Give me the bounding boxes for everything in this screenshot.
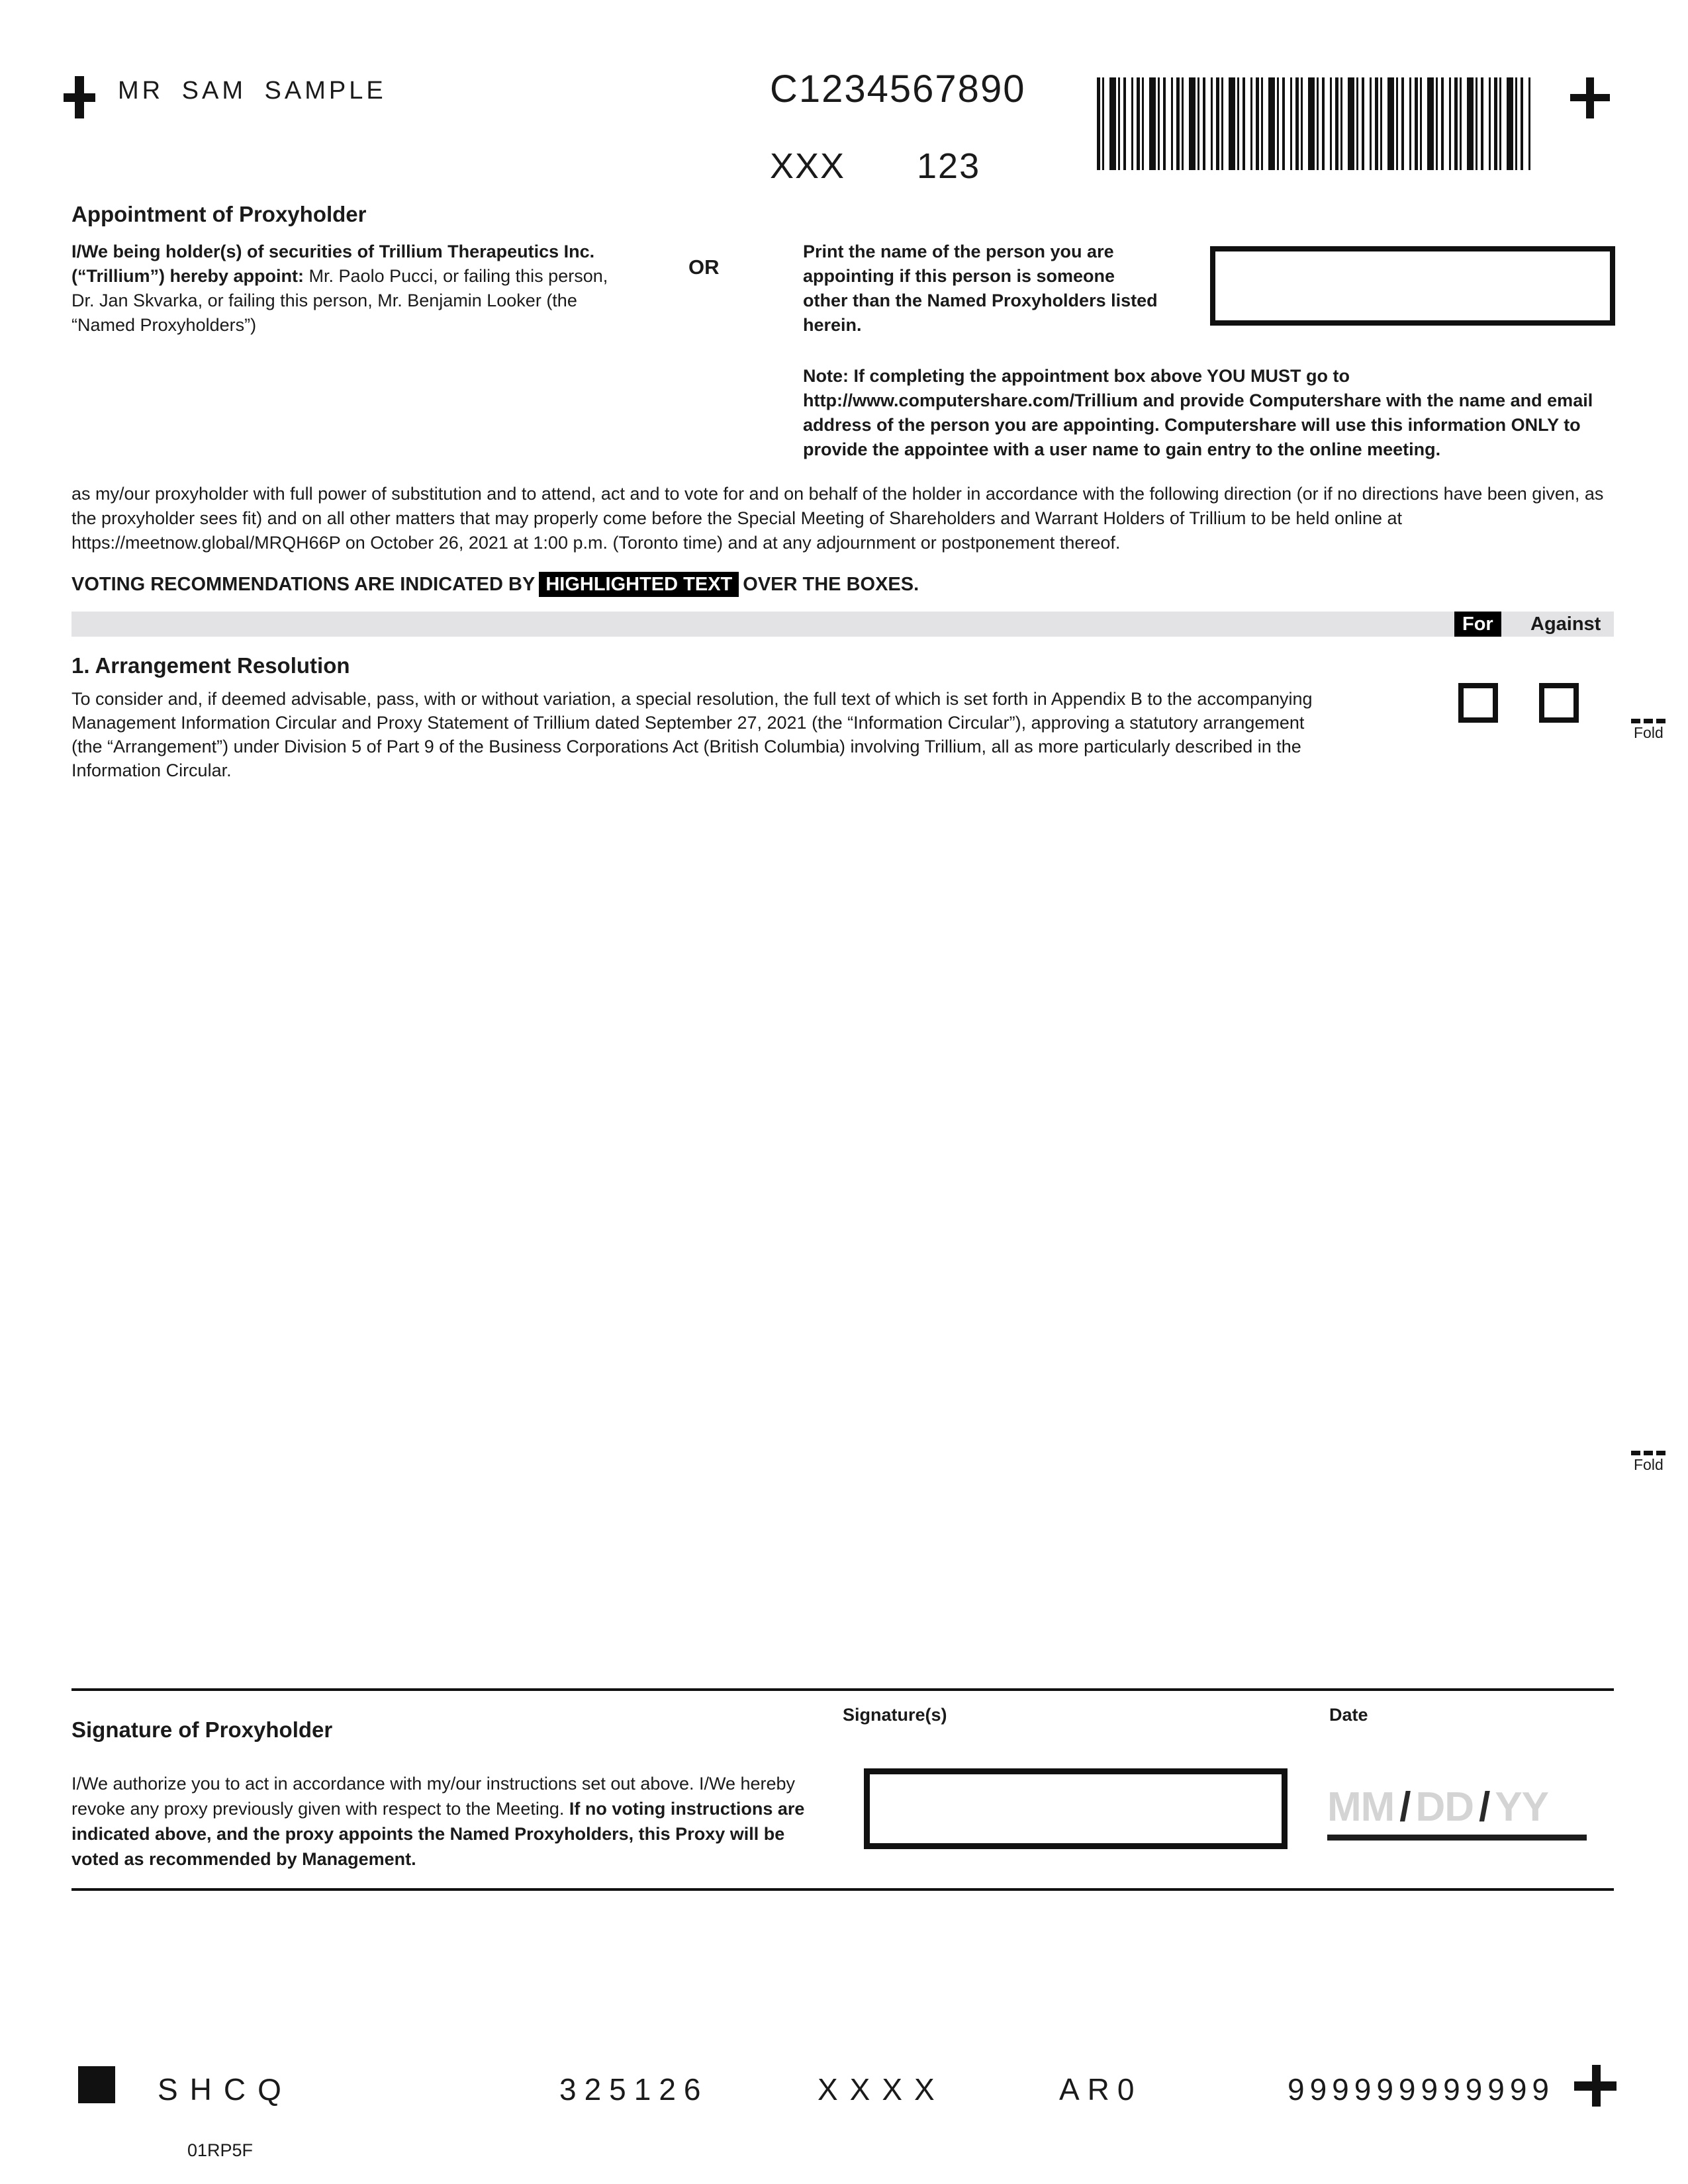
- fold-label-2: Fold: [1634, 1456, 1664, 1473]
- signature-authorization-text: [71, 1771, 826, 1872]
- class-code: XXX: [770, 146, 846, 186]
- barcode: [1097, 77, 1530, 170]
- date-slash-2: /: [1479, 1784, 1490, 1830]
- date-yy-placeholder: YY: [1495, 1784, 1549, 1830]
- appointment-section-heading: Appointment of Proxyholder: [71, 202, 367, 226]
- resolution-body: To consider and, if deemed advisable, pass, with or without variation, a special resolution, the full text of which is set forth in Appendix B to the accompanying Management Information Circular and Proxy Statement of Trillium dated September 27, 2021 (the “Information Circular”), approving a statutory arrangement (the “Arrangement”) under Division 5 of Part 9 of the Business Corporations Act (British Columbia) involving Trillium, all as more particularly described in the Information Circular.: [71, 689, 1313, 780]
- signature-text-bold: If no voting instructions are indicated above, and the proxy appoints the Named Proxyholders, this Proxy will be voted as recommended by Management.: [71, 1799, 805, 1869]
- resolution-against-checkbox[interactable]: [1539, 683, 1579, 723]
- fold-label-1: Fold: [1634, 724, 1664, 741]
- signature-box[interactable]: [864, 1768, 1288, 1849]
- signatures-label: Signature(s): [843, 1705, 947, 1725]
- holder-name: MR SAM SAMPLE: [118, 77, 387, 105]
- signature-section-top-rule: [71, 1688, 1614, 1691]
- voting-recommendations-note: [71, 573, 919, 596]
- date-label: Date: [1329, 1705, 1368, 1725]
- date-mm-placeholder: MM: [1327, 1784, 1395, 1830]
- footer-code-2: 325126: [559, 2072, 709, 2107]
- footer-registration-square: [78, 2066, 115, 2103]
- control-number: C1234567890: [770, 68, 1026, 111]
- account-code: 123: [917, 146, 981, 186]
- for-column-header: For: [1454, 612, 1501, 637]
- voting-note-suffix: OVER THE BOXES.: [743, 574, 919, 595]
- signature-text-regular: I/We authorize you to act in accordance with my/our instructions set out above. I/We hereby revoke any proxy previously given with respect to the Meeting.: [71, 1774, 796, 1819]
- appointee-name-box[interactable]: [1210, 246, 1615, 326]
- footer-code-4: AR0: [1059, 2072, 1143, 2107]
- proxy-paragraph: as my/our proxyholder with full power of substitution and to attend, act and to vote for and on behalf of the holder in accordance with the following direction (or if no directions have been given, as the proxyholder sees fit) and on all other matters that may properly come before the Special Meeting of Shareholders and Warrant Holders of Trillium to be held online at https://meetnow.global/MRQH66P on October 26, 2021 at 1:00 p.m. (Toronto time) and at any adjournment or postponement thereof.: [71, 484, 1604, 553]
- appointment-note: Note: If completing the appointment box above YOU MUST go to http://www.computershare.com/Trillium and provide Computershare with the name and email address of the person you are appointing. Computershare will use this information ONLY to provide the appointee with a user name to gain entry to the online meeting.: [803, 366, 1593, 459]
- signature-section-bottom-rule: [71, 1888, 1614, 1891]
- or-label: OR: [688, 255, 720, 279]
- appointment-intro-bold: I/We being holder(s) of securities of Trillium Therapeutics Inc. (“Trillium”) hereby appoint:: [71, 242, 595, 286]
- vote-columns-bar: [71, 612, 1614, 637]
- footer-code-5: 999999999999: [1288, 2072, 1554, 2107]
- date-underline: [1327, 1835, 1587, 1841]
- date-field[interactable]: [1327, 1784, 1549, 1830]
- appointment-intro-text: [71, 240, 622, 338]
- date-slash-1: /: [1399, 1784, 1411, 1830]
- voting-note-highlighted: HIGHLIGHTED TEXT: [539, 572, 739, 597]
- voting-note-prefix: VOTING RECOMMENDATIONS ARE INDICATED BY: [71, 574, 536, 595]
- form-code: 01RP5F: [187, 2140, 254, 2160]
- resolution-heading: 1. Arrangement Resolution: [71, 653, 350, 678]
- footer-code-1: SHCQ: [158, 2072, 293, 2107]
- date-dd-placeholder: DD: [1415, 1784, 1474, 1830]
- appointment-intro-rest: Mr. Paolo Pucci, or failing this person, Dr. Jan Skvarka, or failing this person, Mr. Benjamin Looker (the “Named Proxyholders”): [71, 266, 608, 335]
- footer-code-3: XXXX: [818, 2072, 947, 2107]
- signature-section-heading: Signature of Proxyholder: [71, 1717, 333, 1742]
- against-column-header: Against: [1530, 614, 1601, 635]
- resolution-for-checkbox[interactable]: [1458, 683, 1498, 723]
- print-name-instruction: Print the name of the person you are appointing if this person is someone other than the Named Proxyholders listed herein.: [803, 242, 1158, 335]
